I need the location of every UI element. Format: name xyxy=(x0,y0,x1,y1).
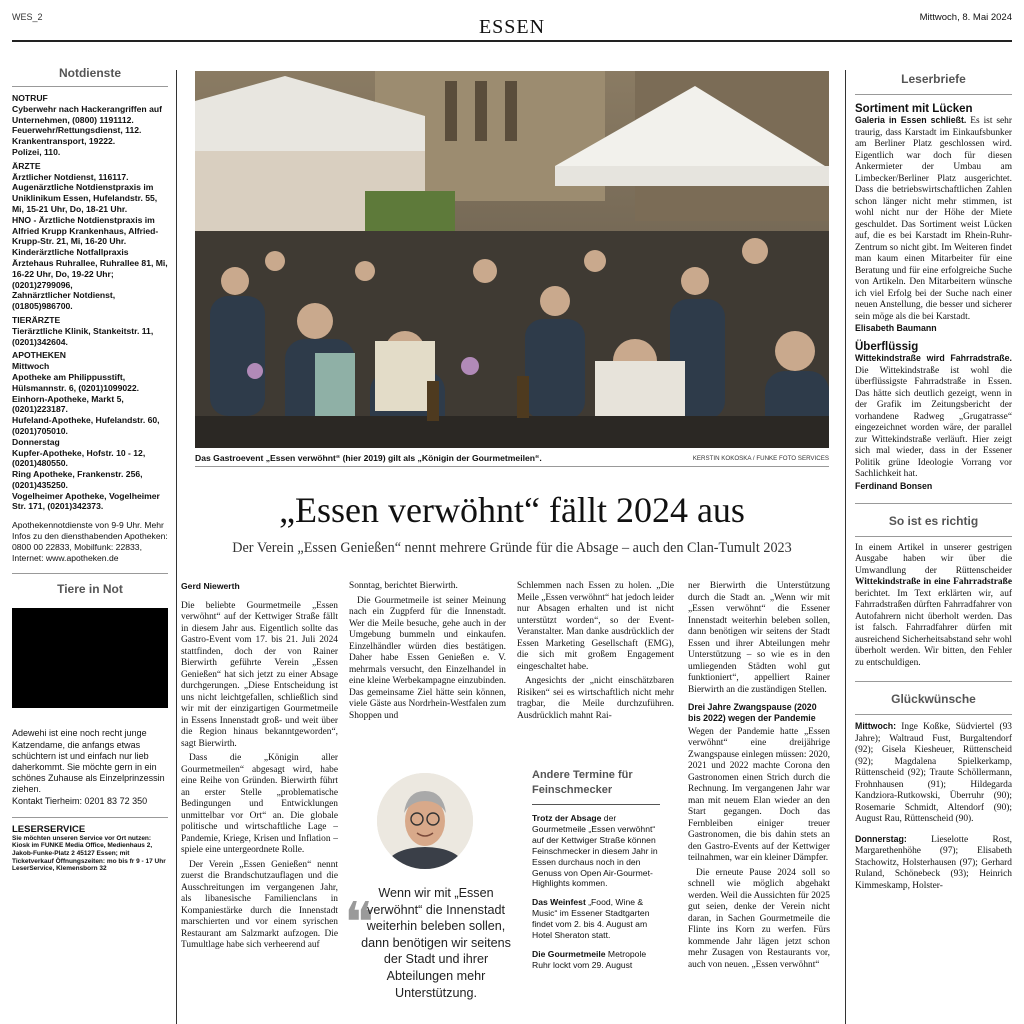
page-code: WES_2 xyxy=(12,12,43,22)
paragraph: Die erneute Pause 2024 soll so schnell wie möglich abgehakt werden. Weil die Aussichten für 2025 gut seien, denke der Verein nicht daran, in Sachen Gourmetmeile die Flinte ins Korn zu werfen. Fürs kommende Jahr lägen jetzt schon mehr Zusagen von Restaurants vor, auch von neuen. „Essen verwöhnt“ xyxy=(688,867,830,970)
notruf-heading: NOTRUF xyxy=(12,93,48,103)
letter-text: Wittekindstraße wird Fahrradstraße. Die Wittekindstraße ist wohl die überflüssigste Fahrradstraße in Essen. Das hätte sich deutlich gezeigt, wenn in der Grafik im Zeitungsbericht der vorhandene Radweg „Grugatrasse“ eingezeichnet worden wäre, der parallel zur Wittekindstraße verläuft. Hier zeigt sich mal wieder, dass in der Essener Politik grüne Ideologie Vorrang vor Sachlichkeit hat. xyxy=(855,353,1012,479)
leserbriefe-title: Leserbriefe xyxy=(901,72,966,86)
photo-caption: Das Gastroevent „Essen verwöhnt“ (hier 2019) gilt als „Königin der Gourmetmeilen“. xyxy=(195,453,542,463)
article-column-4 xyxy=(688,581,830,974)
portrait-illustration xyxy=(377,773,473,869)
paragraph: Die Gourmetmeile ist seiner Meinung nach ein Zugpferd für die Innenstadt. Wer die Meile besuche, gehe auch in der Umgebung bummeln und einkaufen. Einzelhändler würden dies bestätigen. Daher habe Essen Genießen e. V. mehrmals versucht, den Einzelhandel in eine kleine Werbekampagne einzubinden. Das gemeinsame Ziel hätte sein können, viele Gäste aus Nordrhein-Westfalen zum Shoppen und xyxy=(349,595,506,721)
apotheken-footer: Apothekennotdienste von 9-9 Uhr. Mehr Infos zu den diensthabenden Apotheken: 0800 00 22833, Mobilfunk: 22833, Internet: www.apotheken.de xyxy=(12,520,168,563)
issue-date: Mittwoch, 8. Mai 2024 xyxy=(919,12,1012,23)
paragraph: Schlemmen nach Essen zu holen. „Die Meile „Essen verwöhnt“ hat jedoch leider nur Absagen erhalten und ist nicht unterstützt worden“, so der Event-Veranstalter. Man danke ausdrücklich der Essen Marketing Gesellschaft (EMG), die sich mit großem Engagement eingeschaltet habe. xyxy=(517,581,674,672)
paragraph: Dass die „Königin aller Gourmetmeilen“ abgesagt wird, habe eine Reihe von Gründen. Bierwirth führt an erster Stelle „problematische Bedingungen und Entwicklungen unmittelbar vor Ort“ an. Die globale politische und wirtschaftliche Lage – Pandemie, Kriege, Krisen und Inflation – spiele eine untergeordnete Rolle. xyxy=(181,753,338,855)
glueckwuensche-thu: Donnerstag: Lieselotte Rost, Margarethenhöhe (97); Elisabeth Stachowitz, Holsterhausen (97); Gerhard Ruland, Schönebeck (93); Heinrich Kimmeskamp, Holster- xyxy=(855,833,1012,891)
termine-item: Die Gourmetmeile Metropole Ruhr lockt vom 29. August xyxy=(532,948,647,970)
glueckwuensche-wed: Mittwoch: Inge Koßke, Südviertel (93 Jahre); Waltraud Fust, Burgaltendorf (92); Gisela Kiesheuer, Rüttenscheid (92); Magdalena Spielkerkamp, Rüttenscheid (92); Traute Schöllermann, Frohnhausen (91); Hildegarda Kandziora-Rutkowski, Überruhr (90); Rosemarie Schmidt, Altendorf (90); August Rau, Rüttenscheid (90). xyxy=(855,721,1012,824)
aerzte-heading: ÄRZTE xyxy=(12,160,41,171)
subheadline: Der Verein „Essen Genießen“ nennt mehrere Gründe für die Absage – auch den Clan-Tumult 2023 xyxy=(232,540,792,556)
crowd-photo-illustration xyxy=(195,71,829,448)
section-title: ESSEN xyxy=(478,16,546,38)
tiere-text: Adewehi ist eine noch recht junge Katzendame, die anfangs etwas schüchtern ist und einfach nur lieb daherkommt. Sie möchte gern in ein schönes Zuhause als Einzelprinzessin ziehen. xyxy=(12,728,165,795)
paragraph: Sonntag, berichtet Bierwirth. xyxy=(349,581,458,591)
paragraph: Wegen der Pandemie hatte „Essen verwöhnt“ eine dreijährige Zwangspause einlegen müssen: 2020, 2021 und 2022 machte Corona den Gastronomen einen Strich durch die Rechnung. Im vergangenen Jahr war man mit neuem Elan wieder an den Start gegangen. Doch das Fernbleiben einiger treuer Gastronomen, die bis dahin stets an den Gastro-Events auf der Kettwiger teilnahmen, war ein kleiner Dämpfer. xyxy=(688,726,830,864)
photo-credit: KERSTIN KOKOSKA / FUNKE FOTO SERVICES xyxy=(692,455,829,462)
paragraph: Der Verein „Essen Genießen“ nennt zuerst die Brandschutzauflagen und die Ausschreitungen im vergangenen Jahr, als libanesische Familienclans in Kompaniestärke durch die Innenstadt marschierten und vor einem syrischen Restaurant am Salzmarkt aufzogen. Die Tumultlage habe sich verheerend auf xyxy=(181,859,338,950)
right-divider xyxy=(845,70,846,1024)
article-column-1 xyxy=(181,581,338,955)
column-subhead: Drei Jahre Zwangspause (2020 bis 2022) wegen der Pandemie xyxy=(688,702,817,723)
leserservice-text: Sie möchten unseren Service vor Ort nutzen: Kiosk im FUNKE Media Office, Medienhaus 2, Jakob-Funke-Platz 2 45127 Essen; mit Ticketverkauf Öffnungszeiten: mo bis fr 9 - 17 Uhr LeserService, Klemensborn 32 xyxy=(12,834,166,873)
tierheim-contact: Kontakt Tierheim: 0201 83 72 350 xyxy=(12,795,148,806)
notdienste-list: NOTRUF Cyberwehr nach Hackerangriffen auf Unternehmen, (0800) 1191112. Feuerwehr/Rettungsdienst, 112. Krankentransport, 19222. Polizei, 110. ÄRZTE Ärztlicher Notdienst, 116117. Augenärztliche Notdienstpraxis im Uniklinikum Essen, Hufelandstr. 55, Mi, 15-21 Uhr, Do, 18-21 Uhr. HNO - Ärztliche Notdienstpraxis im Alfried Krupp Krankenhaus, Alfried-Krupp-Str. 21, Mi, 16-20 Uhr. Kinderärztliche Notfallpraxis Ärztehaus Ruhrallee, Ruhrallee 81, Mi, 16-22 Uhr, Do, 19-22 Uhr; (0201)2799096, Zahnärztlicher Notdienst, (01805)986700. TIERÄRZTE Tierärztliche Klinik, Stankeitstr. 11, (0201)342604. APOTHEKEN Mittwoch Apotheke am Philippusstift, Hülsmannstr. 6, (0201)1099022. Einhorn-Apotheke, Markt 5, (0201)223187. Hufeland-Apotheke, Hufelandstr. 60, (0201)705010. Donnerstag Kupfer-Apotheke, Hofstr. 10 - 12, (0201)480550. Ring Apotheke, Frankenstr. 256, (0201)435250. Vogelheimer Apotheke, Vogelheimer Str. 171, (0201)342373. xyxy=(12,93,168,512)
quote-mark-icon: ❝ xyxy=(344,893,375,955)
left-divider xyxy=(176,70,177,1024)
letter-text: Galeria in Essen schließt. Es ist sehr traurig, dass Karstadt im Einkaufsbunker am Berliner Platz geschlossen wird. Eigentlich war doch für diesen Ankermieter der Umbau am Limbecker/Berliner Platz ausgerichtet. Dass die betriebswirtschaftlichen Zahlen schon länger nicht mehr stimmen, ist wohl nicht nur der Höhe der Miete geschuldet. Das Sortiment weist Lücken auf, die es bei Karstadt im Rhein-Ruhr-Zentrum so nicht gibt. Im Weiteren findet man kaum einen Mitarbeiter für eine Beratung und für eine erfolgreiche Suche von Artikeln. Den Mitarbeitern wünsche ich viel Erfolg bei der Suche nach einer neuen Anstellung, die besser und sicherer sein möge als die bei Karstadt. xyxy=(855,115,1012,322)
termine-item: Trotz der Absage der Gourmetmeile „Essen verwöhnt“ auf der Kettwiger Straße können Feinschmecker in diesem Jahr in Essen durchaus noch in den Genuss von Open Air-Gourmet-Highlights kommen. xyxy=(532,813,658,889)
pull-quote: Wenn wir mit „Essen verwöhnt“ die Innenstadt weiterhin beleben sollen, dann benötigen wir seitens der Stadt und ihrer Abteilungen mehr Unterstützung. xyxy=(361,886,511,1000)
tiere-title: Tiere in Not xyxy=(57,582,123,597)
cat-photo-blackout xyxy=(12,608,168,708)
richtig-title: So ist es richtig xyxy=(888,513,979,528)
letter-author: Elisabeth Baumann xyxy=(855,323,937,333)
masthead-rule xyxy=(12,40,1012,42)
termine-title: Andere Termine für Feinschmecker xyxy=(532,769,633,796)
article-column-3 xyxy=(517,581,674,725)
tieraerzte-heading: TIERÄRZTE xyxy=(12,314,61,325)
apotheken-heading: APOTHEKEN xyxy=(12,350,66,361)
letter-author: Ferdinand Bonsen xyxy=(855,480,933,491)
author: Gerd Niewerth xyxy=(181,581,240,591)
article-column-2 xyxy=(349,581,506,725)
paragraph: Die beliebte Gourmetmeile „Essen verwöhnt“ auf der Kettwiger Straße fällt in diesem Jahr aus. Eigentlich sollte das Gastro-Event vom 17. bis 21. Juli 2024 stattfinden, doch der von Rainer Bierwirth geführte Verein „Essen Genießen“ hat sich jetzt zu einer Absage durchgerungen. „Diese Entscheidung ist uns nicht leichtgefallen, schließlich sind wir mit der einzigartigen Gourmetmeile in Essens Innenstadt groß- und weit über die Region hinaus bekanntgeworden“, sagt Bierwirth. xyxy=(181,600,338,749)
headline: „Essen verwöhnt“ fällt 2024 aus xyxy=(279,490,745,530)
paragraph: ner Bierwirth die Unterstützung durch die Stadt an. „Wenn wir mit „Essen verwöhnt“ die Essener Innenstadt weiterhin beleben sollen, dann benötigen wir seitens der Stadt Essen und ihrer Abteilungen mehr Unterstützung – so wie es in den umliegenden Städten wohl gut funktioniert“, appelliert Rainer Bierwirth an die zuständigen Stellen. xyxy=(688,581,830,695)
glueckwuensche-title: Glückwünsche xyxy=(891,692,976,706)
letter-title: Überflüssig xyxy=(855,341,919,353)
termine-box xyxy=(532,768,660,971)
right-column xyxy=(855,72,1012,892)
leserservice-title: LESERSERVICE xyxy=(12,823,86,835)
paragraph: Angesichts der „nicht einschätzbaren Risiken“ sei es wirtschaftlich nicht mehr tragbar, die Meile durchzuführen. Ausdrücklich mahnt Rai- xyxy=(517,676,674,721)
event-photo xyxy=(195,71,829,448)
letter-title: Sortiment mit Lücken xyxy=(855,103,973,115)
notdienste-title: Notdienste xyxy=(58,66,121,80)
termine-item: Das Weinfest „Food, Wine & Music“ im Essener Stadtgarten findet vom 2. bis 4. August am Hotel Sheraton statt. xyxy=(532,897,650,941)
left-column xyxy=(12,66,168,873)
bierwirth-portrait xyxy=(377,773,473,869)
richtig-text: In einem Artikel in unserer gestrigen Ausgabe haben wir über die Umwandlung der Rüttenscheider Wittekindstraße in eine Fahrradstraße berichtet. Im Text erklärten wir, auf Fahrradstraßen dürften Fahrradfahrer von Autofahrern nicht überholt werden. Das ist falsch. Fahrradfahrer dürfen mit ausreichend Sicherheitsabstand sehr wohl überholt werden. Wir bitten, den Fehler zu entschuldigen. xyxy=(855,542,1012,668)
